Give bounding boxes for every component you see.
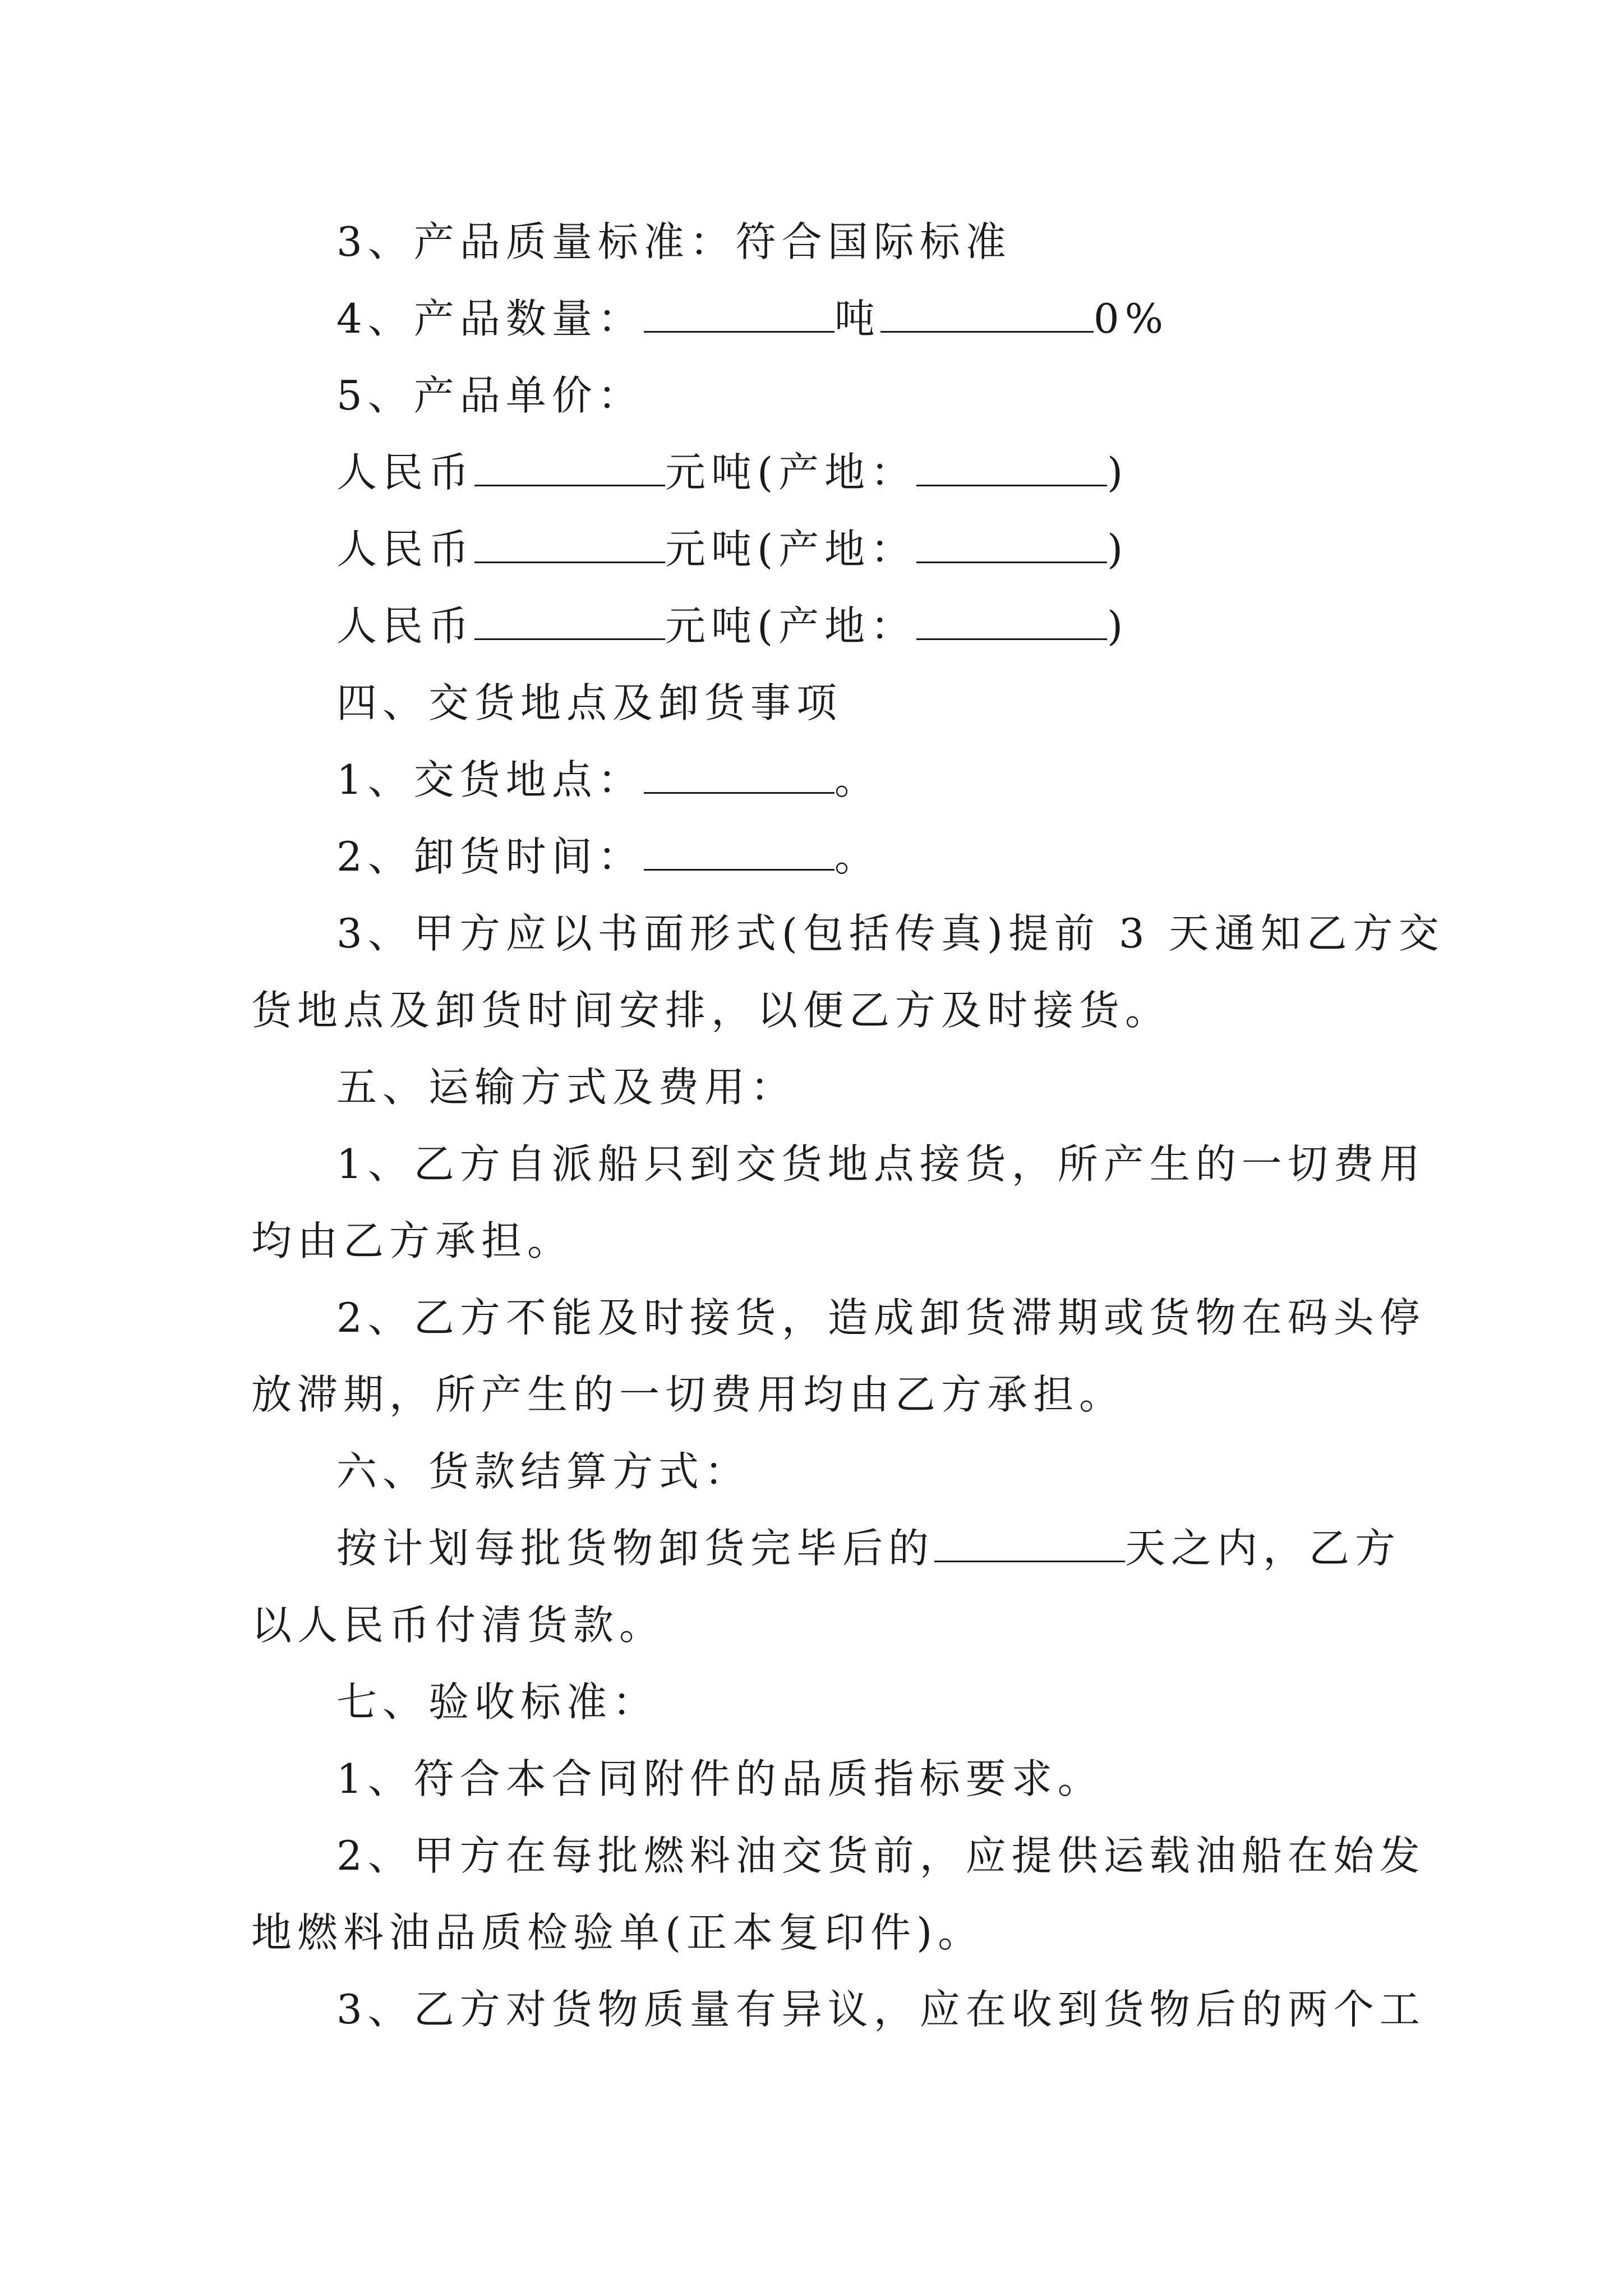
section-6-heading: 六、货款结算方式： — [336, 1448, 751, 1495]
item-quantity — [336, 292, 1169, 346]
price-prefix: 人民币 — [336, 602, 475, 650]
origin-blank — [916, 528, 1107, 563]
unloading-time-label: 2、卸货时间： — [336, 833, 644, 880]
price-prefix: 人民币 — [336, 449, 475, 496]
price-middle: 元吨(产地： — [665, 602, 917, 650]
acceptance-clause-1: 1、符合本合同附件的品质指标要求。 — [336, 1755, 1104, 1802]
transport-clause-1-line-2: 均由乙方承担。 — [251, 1217, 574, 1264]
delivery-location-label: 1、交货地点： — [336, 756, 644, 803]
percentage-blank — [880, 297, 1094, 333]
item-unit-price: 5、产品单价： — [336, 372, 644, 419]
price-middle: 元吨(产地： — [665, 449, 917, 496]
transport-clause-2-line-2: 放滞期，所产生的一切费用均由乙方承担。 — [251, 1371, 1126, 1418]
price-row-2 — [336, 522, 1128, 576]
section-7-heading: 七、验收标准： — [336, 1678, 659, 1726]
quantity-tail: 0% — [1093, 295, 1169, 342]
transport-clause-1-line-1: 1、乙方自派船只到交货地点接货，所产生的一切费用 — [336, 1140, 1426, 1188]
quantity-unit: 吨 — [834, 295, 880, 342]
origin-blank — [916, 451, 1107, 486]
section-5-heading: 五、运输方式及费用： — [336, 1064, 797, 1111]
delivery-location-blank — [644, 758, 834, 794]
section-4-heading: 四、交货地点及卸货事项 — [336, 679, 843, 726]
acceptance-clause-3-line-1: 3、乙方对货物质量有异议，应在收到货物后的两个工 — [336, 1986, 1426, 2033]
payment-clause-b: 天之内，乙方 — [1125, 1525, 1401, 1572]
item-quality-standard: 3、产品质量标准：符合国际标准 — [336, 218, 1012, 265]
notice-clause-line-2: 货地点及卸货时间安排，以便乙方及时接货。 — [251, 987, 1172, 1034]
acceptance-clause-2-line-2: 地燃料油品质检验单(正本复印件)。 — [251, 1909, 984, 1956]
price-suffix: ) — [1107, 526, 1129, 573]
delivery-location — [336, 753, 880, 807]
price-row-3 — [336, 599, 1128, 653]
price-suffix: ) — [1107, 602, 1129, 650]
transport-clause-2-line-1: 2、乙方不能及时接货，造成卸货滞期或货物在码头停 — [336, 1294, 1426, 1341]
origin-blank — [916, 605, 1107, 640]
quantity-blank — [644, 297, 834, 333]
unloading-time — [336, 830, 880, 884]
price-blank — [474, 528, 665, 563]
payment-days-blank — [934, 1527, 1125, 1562]
price-blank — [474, 605, 665, 640]
payment-clause-line-2: 以人民币付清货款。 — [251, 1602, 666, 1649]
notice-clause-line-1: 3、甲方应以书面形式(包括传真)提前 3 天通知乙方交 — [336, 910, 1445, 957]
payment-clause-a: 按计划每批货物卸货完毕后的 — [336, 1525, 935, 1572]
quantity-label: 4、产品数量： — [336, 295, 644, 342]
payment-clause-line-1 — [336, 1521, 1401, 1575]
delivery-location-end: 。 — [834, 756, 880, 803]
price-prefix: 人民币 — [336, 526, 475, 573]
price-blank — [474, 451, 665, 486]
unloading-time-blank — [644, 835, 834, 871]
unloading-time-end: 。 — [834, 833, 880, 880]
price-suffix: ) — [1107, 449, 1129, 496]
price-row-1 — [336, 445, 1128, 499]
acceptance-clause-2-line-1: 2、甲方在每批燃料油交货前，应提供运载油船在始发 — [336, 1832, 1426, 1879]
price-middle: 元吨(产地： — [665, 526, 917, 573]
